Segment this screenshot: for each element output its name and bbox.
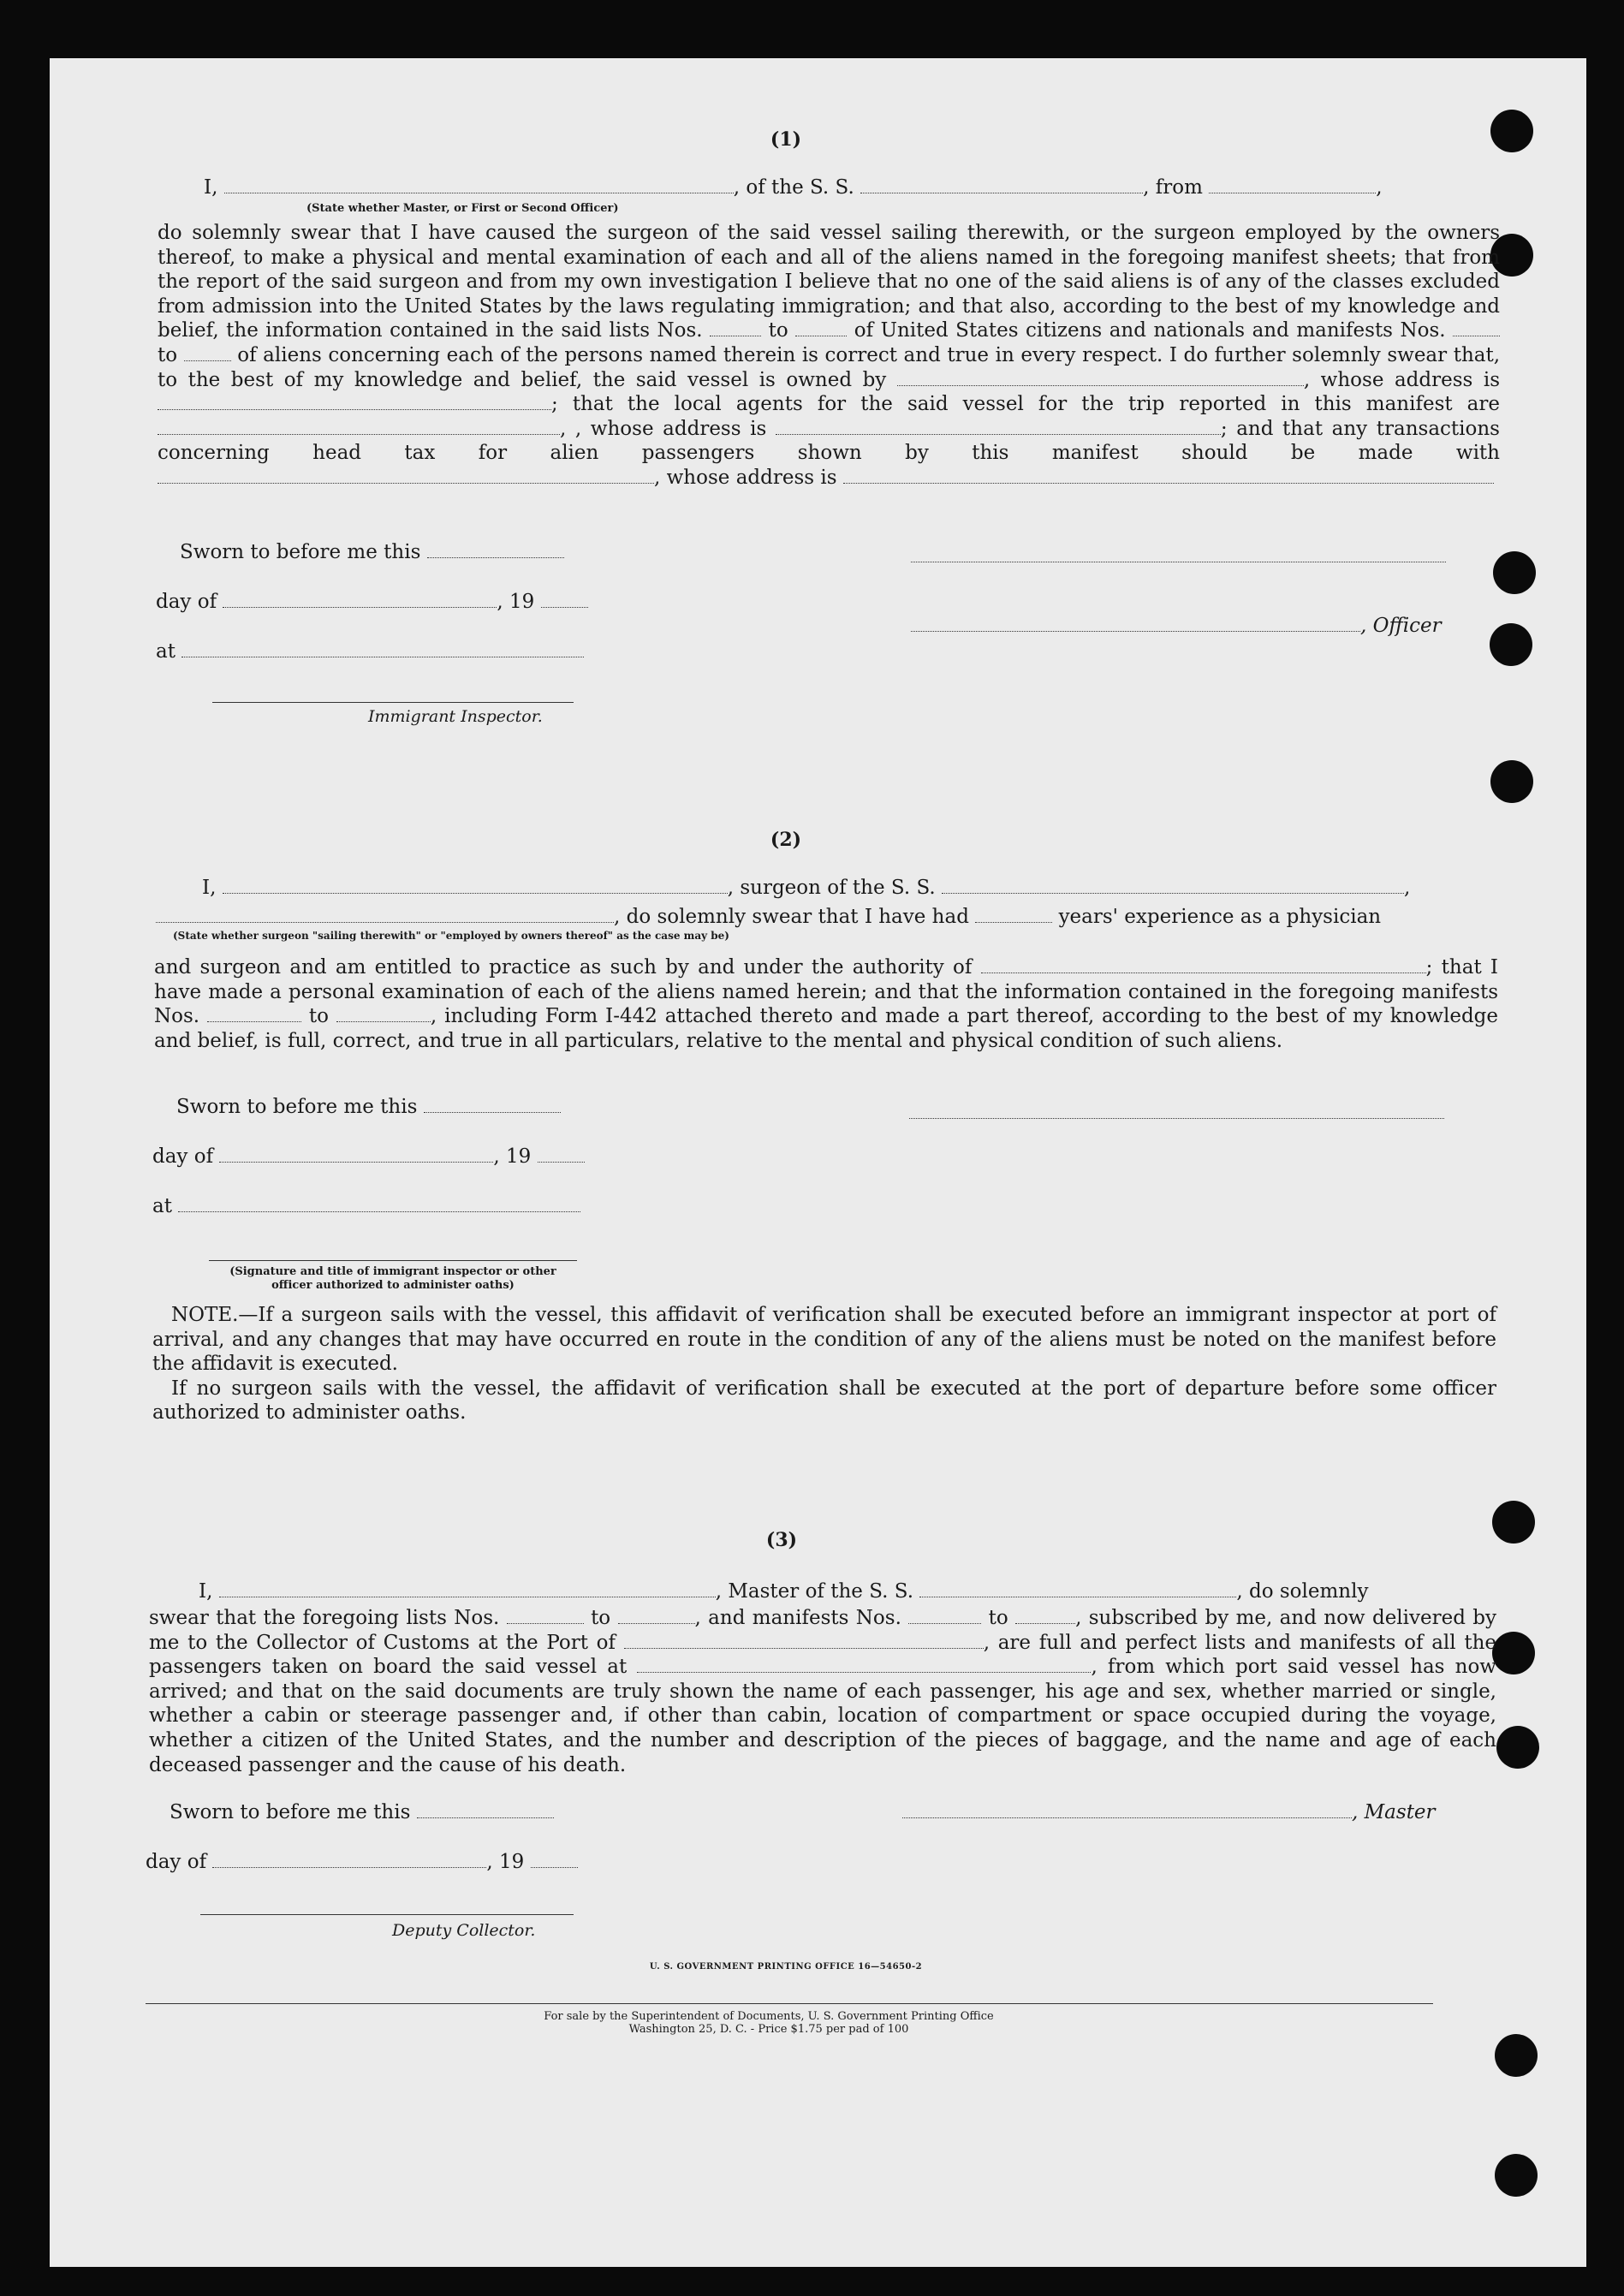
- at-field-2[interactable]: [178, 1196, 580, 1212]
- year-field-1[interactable]: [541, 592, 588, 608]
- head-tax-address-field[interactable]: [843, 467, 1494, 484]
- at-line-1: at: [156, 640, 584, 663]
- binder-hole: [1496, 1726, 1539, 1769]
- binder-hole: [1490, 760, 1533, 803]
- surgeon-signature-line[interactable]: [909, 1118, 1444, 1119]
- from-port-field[interactable]: [1209, 177, 1376, 193]
- surgeon-note: NOTE.—If a surgeon sails with the vessel, this affidavit of verification shall be executed before an immigrant inspector at port of arrival, and any changes that may have occurred en route in the condition of any of the aliens must be noted on the manifest before the affidavit is executed. If no surgeon sails with the vessel, the affidavit of verification shall be executed at the port of departure before some officer authorized to administer oaths.: [152, 1304, 1496, 1425]
- experience-years-field[interactable]: [975, 907, 1052, 923]
- sworn-line-2: Sworn to before me this: [176, 1096, 561, 1118]
- surgeon-vessel-field[interactable]: [942, 877, 1404, 894]
- authority-field[interactable]: [981, 957, 1426, 973]
- agents-address-field[interactable]: [776, 419, 1221, 435]
- surgeon-status-note: (State whether surgeon "sailing therewith" or "employed by owners thereof" as the case may be): [173, 930, 729, 942]
- manifests-from-field[interactable]: [1453, 320, 1500, 336]
- form-page: [50, 58, 1586, 2267]
- officer-title-note: (State whether Master, or First or Second Officer): [306, 202, 619, 215]
- surgeon-line: I, , surgeon of the S. S. ,: [202, 877, 1411, 899]
- section-2-body: and surgeon and am entitled to practice as such by and under the authority of ; that I have made a personal examination of each of the aliens named herein; and that the information contained in the foregoing manifests Nos. to , including Form I-442 attached thereto and made a part thereof, according to the best of my knowledge and belief, is full, correct, and true in all particulars, relative to the mental and physical condition of such aliens.: [154, 956, 1499, 1052]
- section-1-number: (1): [770, 128, 802, 151]
- day-field-3[interactable]: [212, 1852, 486, 1868]
- inspector-label: Immigrant Inspector.: [368, 707, 543, 726]
- section-3-body: swear that the foregoing lists Nos. to , and manifests Nos. to , subscribed by me, and now delivered by me to the Collector of Customs at the Port of , are full and perfect lists and manifests of all the passengers taken on board the said vessel at , from which port said vessel has now arrived; and that on the said documents are truly shown the name of each passenger, his age and sex, whether married or single, whether a cabin or steerage passenger and, if other than cabin, location of compartment or space occupied during the voyage, whether a citizen of the United States, and the number and description of the pieces of baggage, and the name and age of each deceased passenger and the cause of his death.: [149, 1607, 1497, 1776]
- master-vessel-field[interactable]: [919, 1581, 1236, 1597]
- at-line-2: at: [152, 1195, 580, 1217]
- lists-to-field[interactable]: [795, 320, 847, 336]
- binder-hole: [1495, 2154, 1538, 2197]
- footer-rule: [146, 2003, 1433, 2004]
- master-name-field[interactable]: [219, 1581, 716, 1597]
- sale-line-1: For sale by the Superintendent of Documents, U. S. Government Printing Office: [544, 2010, 994, 2023]
- at-field-1[interactable]: [181, 641, 584, 657]
- deputy-collector-signature-line[interactable]: [200, 1914, 574, 1915]
- surgeon-manifest-to-field[interactable]: [336, 1006, 431, 1022]
- binder-hole: [1490, 110, 1533, 152]
- master-lists-from-field[interactable]: [507, 1608, 584, 1624]
- owner-field[interactable]: [897, 370, 1304, 386]
- day-field-2[interactable]: [219, 1146, 493, 1163]
- port-of-arrival-field[interactable]: [624, 1633, 984, 1649]
- surgeon-manifest-from-field[interactable]: [207, 1006, 301, 1022]
- authorized-officer-signature-line[interactable]: [209, 1260, 577, 1261]
- lists-from-field[interactable]: [710, 320, 761, 336]
- binder-hole: [1492, 1501, 1535, 1544]
- year-field-3[interactable]: [531, 1852, 578, 1868]
- sworn-date-field-2[interactable]: [424, 1097, 561, 1113]
- officer-title-field[interactable]: [224, 177, 734, 193]
- master-lists-to-field[interactable]: [618, 1608, 695, 1624]
- local-agents-field[interactable]: [158, 419, 560, 435]
- gpo-imprint: U. S. GOVERNMENT PRINTING OFFICE 16—54650-2: [649, 1962, 923, 1972]
- surgeon-line-2: , do solemnly swear that I have had years' experience as a physician: [156, 906, 1381, 928]
- master-signature-field[interactable]: [902, 1802, 1352, 1818]
- master-line: I, , Master of the S. S. , do solemnly: [199, 1580, 1369, 1603]
- section-2-number: (2): [770, 829, 802, 851]
- year-field-2[interactable]: [538, 1146, 585, 1163]
- master-signature-line: , Master: [902, 1801, 1436, 1823]
- affiant-line: I, , of the S. S. , from ,: [204, 176, 1383, 199]
- inspector-signature-line[interactable]: [212, 702, 574, 703]
- binder-hole: [1490, 623, 1532, 666]
- sworn-date-field-3[interactable]: [417, 1802, 554, 1818]
- binder-hole: [1493, 551, 1536, 594]
- day-line-1: day of , 19: [156, 591, 588, 613]
- binder-hole: [1492, 1632, 1535, 1674]
- master-manifests-to-field[interactable]: [1015, 1608, 1075, 1624]
- surgeon-name-field[interactable]: [223, 877, 728, 894]
- sworn-line-3: Sworn to before me this: [170, 1801, 554, 1823]
- officer-line: , Officer: [911, 615, 1442, 637]
- sale-line-2: Washington 25, D. C. - Price $1.75 per pad of 100: [628, 2023, 909, 2036]
- vessel-name-field[interactable]: [860, 177, 1143, 193]
- officer-field[interactable]: [911, 616, 1360, 632]
- sworn-date-field-1[interactable]: [427, 542, 564, 558]
- section-1-body: do solemnly swear that I have caused the surgeon of the said vessel sailing therewith, or the surgeon employed by the owners thereof, to make a physical and mental examination of each and all of the aliens named in the foregoing manifest sheets; that from the report of the said surgeon and from my own investigation I believe that no one of the said aliens is of any of the classes excluded from admission into the United States by the laws regulating immigration; and that also, according to the best of my knowledge and belief, the information contained in the said lists Nos. to of United States citizens and nationals and manifests Nos. to of aliens concerning each of the persons named therein is correct and true in every respect. I do further solemnly swear that, to the best of my knowledge and belief, the said vessel is owned by , whose address is ; that the local agents for the said vessel for the trip reported in this manifest are , , whose address is ; and that any transactions concerning head tax for alien passengers shown by this manifest should be made with , whose address is: [158, 222, 1501, 489]
- binder-hole: [1495, 2034, 1538, 2077]
- day-line-3: day of , 19: [146, 1851, 578, 1873]
- surgeon-status-field[interactable]: [156, 907, 614, 923]
- sworn-line-1: Sworn to before me this: [180, 541, 564, 563]
- manifests-to-field[interactable]: [184, 345, 231, 361]
- day-line-2: day of , 19: [152, 1145, 585, 1168]
- head-tax-party-field[interactable]: [158, 467, 654, 484]
- master-manifests-from-field[interactable]: [908, 1608, 981, 1624]
- boarding-port-field[interactable]: [637, 1657, 1091, 1673]
- owner-address-field[interactable]: [158, 394, 551, 410]
- signature-title-note: (Signature and title of immigrant inspector or other officer authorized to administer oaths): [229, 1265, 556, 1292]
- day-field-1[interactable]: [223, 592, 497, 608]
- deputy-collector-label: Deputy Collector.: [392, 1921, 536, 1940]
- section-3-number: (3): [765, 1529, 798, 1551]
